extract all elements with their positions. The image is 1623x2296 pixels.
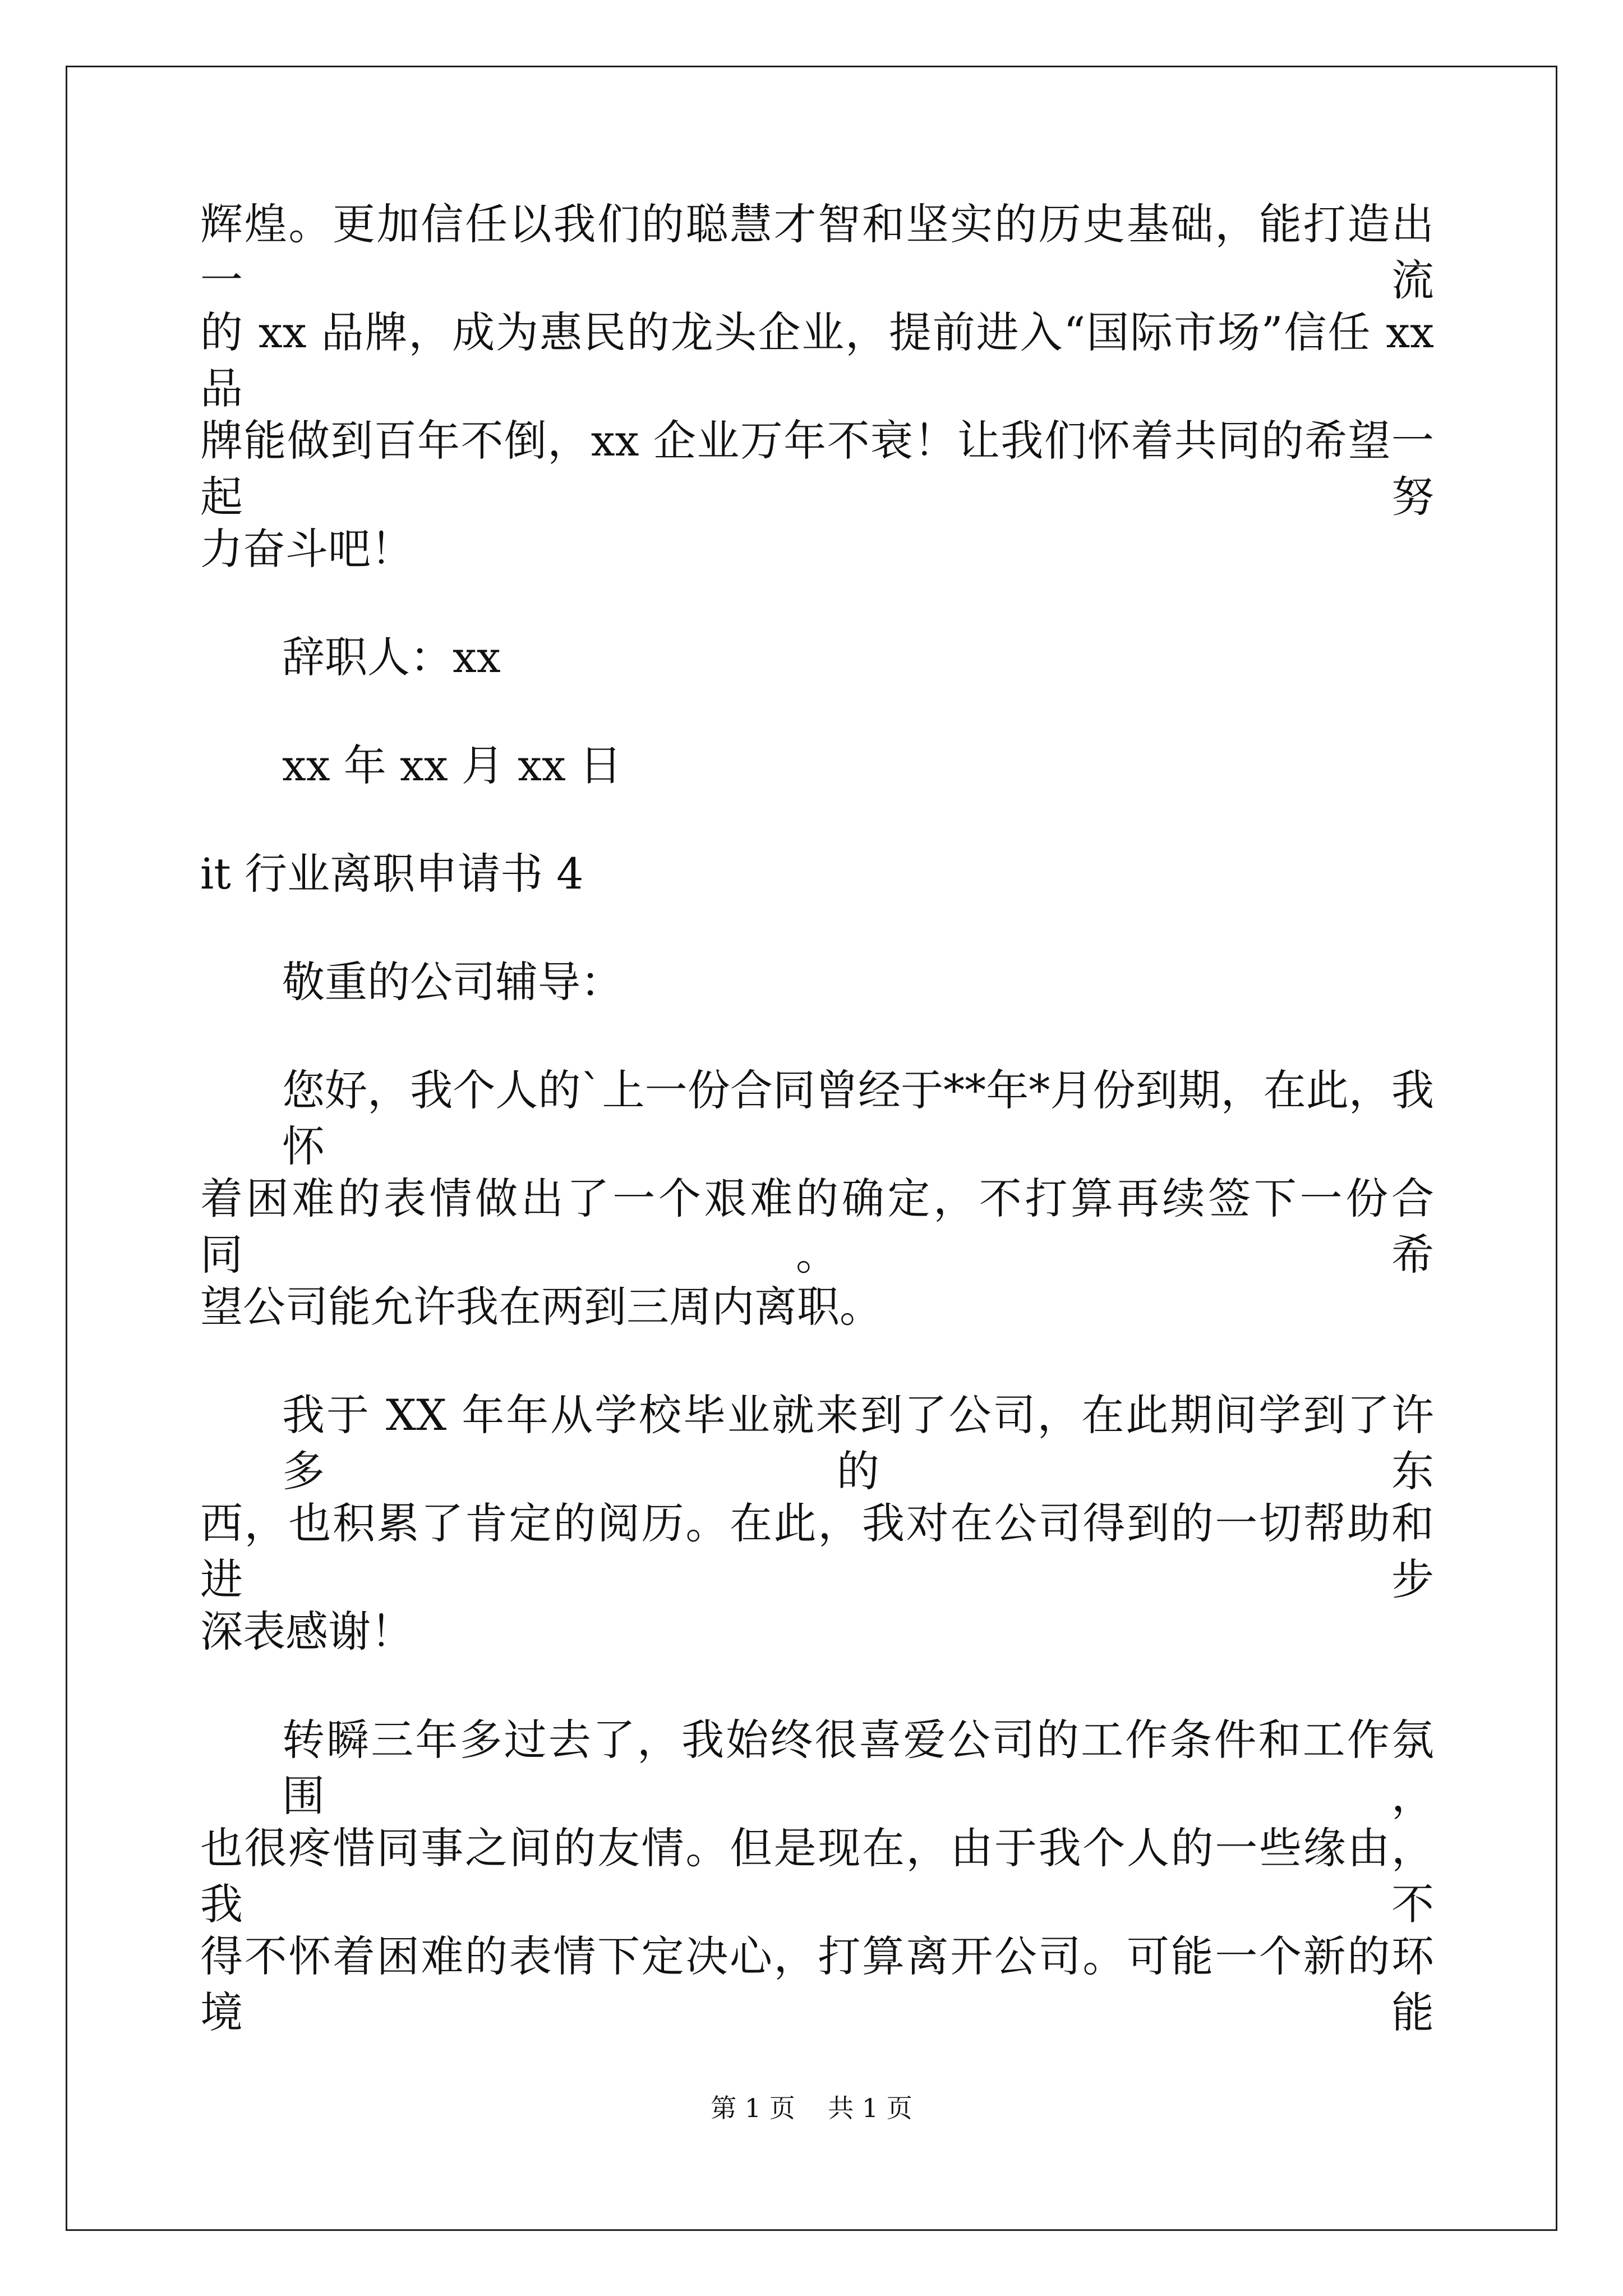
text-line: 着困难的表情做出了一个艰难的确定，不打算再续签下一份合同。希 <box>200 1174 1434 1280</box>
text-line: 西，也积累了肯定的阅历。在此，我对在公司得到的一切帮助和进步 <box>200 1498 1434 1604</box>
page-footer: 第 1 页 共 1 页 <box>711 2093 912 2123</box>
signature-line: 辞职人：xx <box>282 632 501 682</box>
text-line: 深表感谢！ <box>200 1607 413 1657</box>
text-line: 也很疼惜同事之间的友情。但是现在，由于我个人的一些缘由，我不 <box>200 1823 1434 1929</box>
text-line: 您好，我个人的`上一份合同曾经于**年*月份到期，在此，我怀 <box>282 1065 1434 1171</box>
section-heading: it 行业离职申请书 4 <box>200 849 584 899</box>
text-line: 得不怀着困难的表情下定决心，打算离开公司。可能一个新的环境能 <box>200 1931 1434 2037</box>
text-line: 我于 XX 年年从学校毕业就来到了公司，在此期间学到了许多的东 <box>282 1390 1434 1496</box>
salutation: 敬重的公司辅导： <box>282 957 623 1007</box>
text-line: 的 xx 品牌，成为惠民的龙头企业，提前进入“国际市场”信任 xx 品 <box>200 307 1434 413</box>
text-line: 力奋斗吧！ <box>200 524 413 574</box>
text-line: 辉煌。更加信任以我们的聪慧才智和坚实的历史基础，能打造出一流 <box>200 199 1434 305</box>
text-line: 望公司能允许我在两到三周内离职。 <box>200 1282 882 1332</box>
text-line: 牌能做到百年不倒，xx 企业万年不衰！让我们怀着共同的希望一起努 <box>200 416 1434 522</box>
date-line: xx 年 xx 月 xx 日 <box>282 740 622 790</box>
text-line: 转瞬三年多过去了，我始终很喜爱公司的工作条件和工作氛围， <box>282 1715 1434 1821</box>
